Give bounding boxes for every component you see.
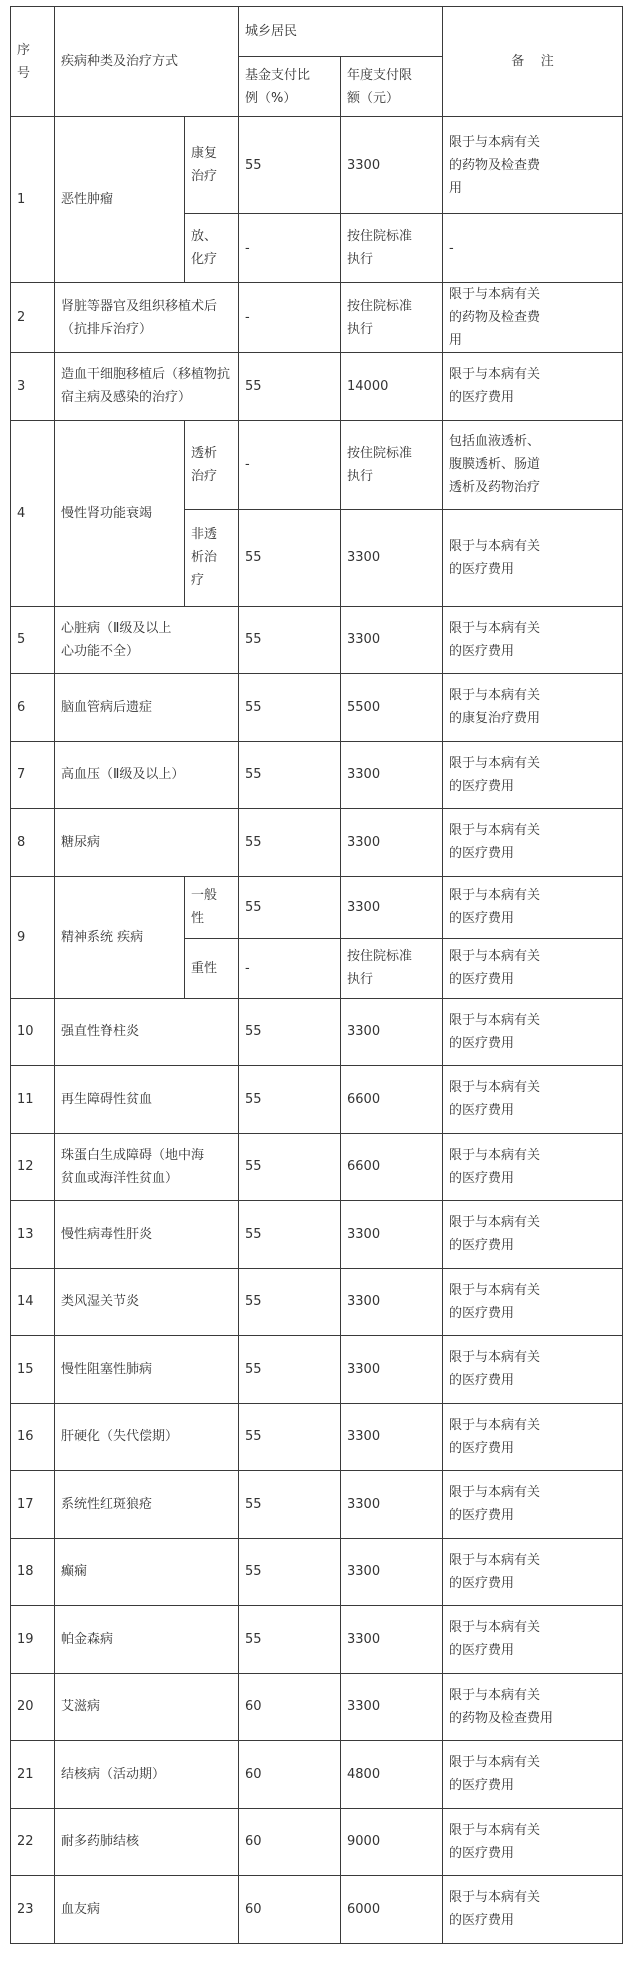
row-seq: 13: [11, 1201, 55, 1269]
row-seq: 8: [11, 809, 55, 877]
row-seq: 1: [11, 117, 55, 283]
row-seq: 15: [11, 1336, 55, 1404]
row-treatment: 非透 析治 疗: [185, 509, 239, 606]
row-treatment: 一般 性: [185, 876, 239, 938]
row-limit: 3300: [341, 1606, 443, 1674]
row-limit: 3300: [341, 1336, 443, 1404]
row-limit: 3300: [341, 809, 443, 877]
row-seq: 20: [11, 1673, 55, 1741]
table-row: [11, 606, 623, 674]
row-limit: 按住院标准 执行: [341, 938, 443, 998]
row-disease: 造血干细胞移植后（移植物抗 宿主病及感染的治疗）: [55, 353, 239, 421]
row-limit: 3300: [341, 1538, 443, 1606]
row-limit: 按住院标准 执行: [341, 283, 443, 353]
row-seq: 5: [11, 606, 55, 674]
table-row: [11, 117, 623, 214]
row-ratio: 60: [239, 1741, 341, 1809]
row-treatment: 重性: [185, 938, 239, 998]
header-seq: 序 号: [11, 7, 55, 117]
row-ratio: -: [239, 214, 341, 283]
row-disease: 糖尿病: [55, 809, 239, 877]
table-row: [11, 1471, 623, 1539]
table-row: [11, 876, 623, 938]
row-disease: 帕金森病: [55, 1606, 239, 1674]
row-treatment: 康复 治疗: [185, 117, 239, 214]
row-limit: 3300: [341, 117, 443, 214]
row-note: 限于与本病有关 的医疗费用: [443, 1133, 623, 1201]
row-seq: 6: [11, 674, 55, 742]
row-ratio: 55: [239, 1538, 341, 1606]
row-note: 限于与本病有关 的医疗费用: [443, 1876, 623, 1944]
row-disease: 癫痫: [55, 1538, 239, 1606]
row-ratio: 55: [239, 809, 341, 877]
table-row: [11, 674, 623, 742]
row-seq: 4: [11, 420, 55, 606]
row-note: 包括血液透析、 腹膜透析、肠道 透析及药物治疗: [443, 420, 623, 509]
row-disease: 艾滋病: [55, 1673, 239, 1741]
row-ratio: 55: [239, 674, 341, 742]
row-note: 限于与本病有关 的医疗费用: [443, 876, 623, 938]
row-disease: 慢性肾功能衰竭: [55, 420, 185, 606]
row-note: 限于与本病有关 的医疗费用: [443, 938, 623, 998]
row-ratio: 55: [239, 1606, 341, 1674]
table-row: [11, 1876, 623, 1944]
row-note: 限于与本病有关 的医疗费用: [443, 1606, 623, 1674]
row-disease: 珠蛋白生成障碍（地中海 贫血或海洋性贫血）: [55, 1133, 239, 1201]
row-disease: 血友病: [55, 1876, 239, 1944]
row-disease: 高血压（Ⅱ级及以上）: [55, 741, 239, 809]
row-limit: 3300: [341, 606, 443, 674]
row-ratio: 55: [239, 1066, 341, 1134]
row-note: 限于与本病有关 的医疗费用: [443, 353, 623, 421]
row-ratio: 55: [239, 509, 341, 606]
row-disease: 类风湿关节炎: [55, 1268, 239, 1336]
row-note: 限于与本病有关 的医疗费用: [443, 1336, 623, 1404]
header-row-top: [11, 7, 623, 57]
table-row: [11, 1808, 623, 1876]
row-limit: 3300: [341, 741, 443, 809]
table-row: [11, 283, 623, 353]
row-disease: 系统性红斑狼疮: [55, 1471, 239, 1539]
row-ratio: 60: [239, 1673, 341, 1741]
row-note: 限于与本病有关 的药物及检查费 用: [443, 117, 623, 214]
row-disease: 耐多药肺结核: [55, 1808, 239, 1876]
row-seq: 19: [11, 1606, 55, 1674]
row-note: 限于与本病有关 的医疗费用: [443, 809, 623, 877]
table-row: [11, 998, 623, 1066]
row-limit: 3300: [341, 1471, 443, 1539]
row-note: 限于与本病有关 的医疗费用: [443, 509, 623, 606]
row-note: -: [443, 214, 623, 283]
table-row: [11, 741, 623, 809]
row-limit: 14000: [341, 353, 443, 421]
row-seq: 2: [11, 283, 55, 353]
row-seq: 12: [11, 1133, 55, 1201]
row-note: 限于与本病有关 的医疗费用: [443, 606, 623, 674]
row-disease: 慢性阻塞性肺病: [55, 1336, 239, 1404]
row-limit: 按住院标准 执行: [341, 420, 443, 509]
row-disease: 慢性病毒性肝炎: [55, 1201, 239, 1269]
row-note: 限于与本病有关 的药物及检查费用: [443, 1673, 623, 1741]
row-seq: 18: [11, 1538, 55, 1606]
row-seq: 21: [11, 1741, 55, 1809]
row-limit: 6600: [341, 1133, 443, 1201]
header-note: 备 注: [443, 7, 623, 117]
row-ratio: 55: [239, 998, 341, 1066]
row-note: 限于与本病有关 的医疗费用: [443, 741, 623, 809]
row-note: 限于与本病有关 的医疗费用: [443, 1403, 623, 1471]
table-row: [11, 1066, 623, 1134]
table-row: [11, 1201, 623, 1269]
row-disease: 恶性肿瘤: [55, 117, 185, 283]
row-limit: 3300: [341, 509, 443, 606]
row-ratio: -: [239, 283, 341, 353]
row-treatment: 放、 化疗: [185, 214, 239, 283]
row-note: 限于与本病有关 的医疗费用: [443, 1741, 623, 1809]
row-seq: 22: [11, 1808, 55, 1876]
table-row: [11, 1606, 623, 1674]
medical-insurance-table: [10, 6, 623, 1944]
row-limit: 6600: [341, 1066, 443, 1134]
row-limit: 3300: [341, 998, 443, 1066]
row-limit: 按住院标准 执行: [341, 214, 443, 283]
header-ratio: 基金支付比 例（%）: [239, 57, 341, 117]
row-seq: 9: [11, 876, 55, 998]
table-row: [11, 1133, 623, 1201]
row-ratio: 55: [239, 1471, 341, 1539]
table-row: [11, 1538, 623, 1606]
row-note: 限于与本病有关 的医疗费用: [443, 998, 623, 1066]
row-treatment: 透析 治疗: [185, 420, 239, 509]
row-ratio: 55: [239, 1201, 341, 1269]
table-row: [11, 353, 623, 421]
row-seq: 10: [11, 998, 55, 1066]
row-limit: 9000: [341, 1808, 443, 1876]
table-row: [11, 1741, 623, 1809]
row-ratio: 55: [239, 741, 341, 809]
row-note: 限于与本病有关 的康复治疗费用: [443, 674, 623, 742]
row-ratio: 55: [239, 606, 341, 674]
row-note: 限于与本病有关 的医疗费用: [443, 1066, 623, 1134]
row-disease: 肝硬化（失代偿期）: [55, 1403, 239, 1471]
row-ratio: 55: [239, 1336, 341, 1404]
row-disease: 心脏病（Ⅱ级及以上 心功能不全）: [55, 606, 239, 674]
table-row: [11, 420, 623, 509]
row-limit: 3300: [341, 1201, 443, 1269]
header-group: 城乡居民: [239, 7, 443, 57]
row-seq: 14: [11, 1268, 55, 1336]
row-ratio: 60: [239, 1808, 341, 1876]
row-limit: 5500: [341, 674, 443, 742]
row-ratio: 55: [239, 876, 341, 938]
row-note: 限于与本病有关 的医疗费用: [443, 1201, 623, 1269]
row-seq: 23: [11, 1876, 55, 1944]
row-note: 限于与本病有关 的药物及检查费 用: [443, 283, 623, 353]
header-disease: 疾病种类及治疗方式: [55, 7, 239, 117]
row-ratio: 55: [239, 1133, 341, 1201]
row-ratio: 55: [239, 1268, 341, 1336]
table-row: [11, 1673, 623, 1741]
row-seq: 17: [11, 1471, 55, 1539]
row-seq: 16: [11, 1403, 55, 1471]
header-limit: 年度支付限 额（元）: [341, 57, 443, 117]
row-limit: 3300: [341, 1673, 443, 1741]
row-ratio: 55: [239, 117, 341, 214]
row-note: 限于与本病有关 的医疗费用: [443, 1268, 623, 1336]
row-note: 限于与本病有关 的医疗费用: [443, 1808, 623, 1876]
table-body: [11, 7, 623, 1944]
table-row: [11, 1403, 623, 1471]
row-seq: 7: [11, 741, 55, 809]
row-disease: 精神系统 疾病: [55, 876, 185, 998]
row-limit: 3300: [341, 1403, 443, 1471]
row-ratio: -: [239, 420, 341, 509]
row-limit: 3300: [341, 876, 443, 938]
row-limit: 3300: [341, 1268, 443, 1336]
row-ratio: -: [239, 938, 341, 998]
row-ratio: 55: [239, 1403, 341, 1471]
row-disease: 强直性脊柱炎: [55, 998, 239, 1066]
row-ratio: 60: [239, 1876, 341, 1944]
row-ratio: 55: [239, 353, 341, 421]
row-disease: 结核病（活动期）: [55, 1741, 239, 1809]
table-row: [11, 1268, 623, 1336]
row-note: 限于与本病有关 的医疗费用: [443, 1471, 623, 1539]
row-disease: 肾脏等器官及组织移植术后 （抗排斥治疗）: [55, 283, 239, 353]
row-seq: 3: [11, 353, 55, 421]
row-limit: 6000: [341, 1876, 443, 1944]
row-disease: 再生障碍性贫血: [55, 1066, 239, 1134]
row-limit: 4800: [341, 1741, 443, 1809]
row-seq: 11: [11, 1066, 55, 1134]
table-row: [11, 1336, 623, 1404]
row-note: 限于与本病有关 的医疗费用: [443, 1538, 623, 1606]
table-row: [11, 809, 623, 877]
row-disease: 脑血管病后遗症: [55, 674, 239, 742]
